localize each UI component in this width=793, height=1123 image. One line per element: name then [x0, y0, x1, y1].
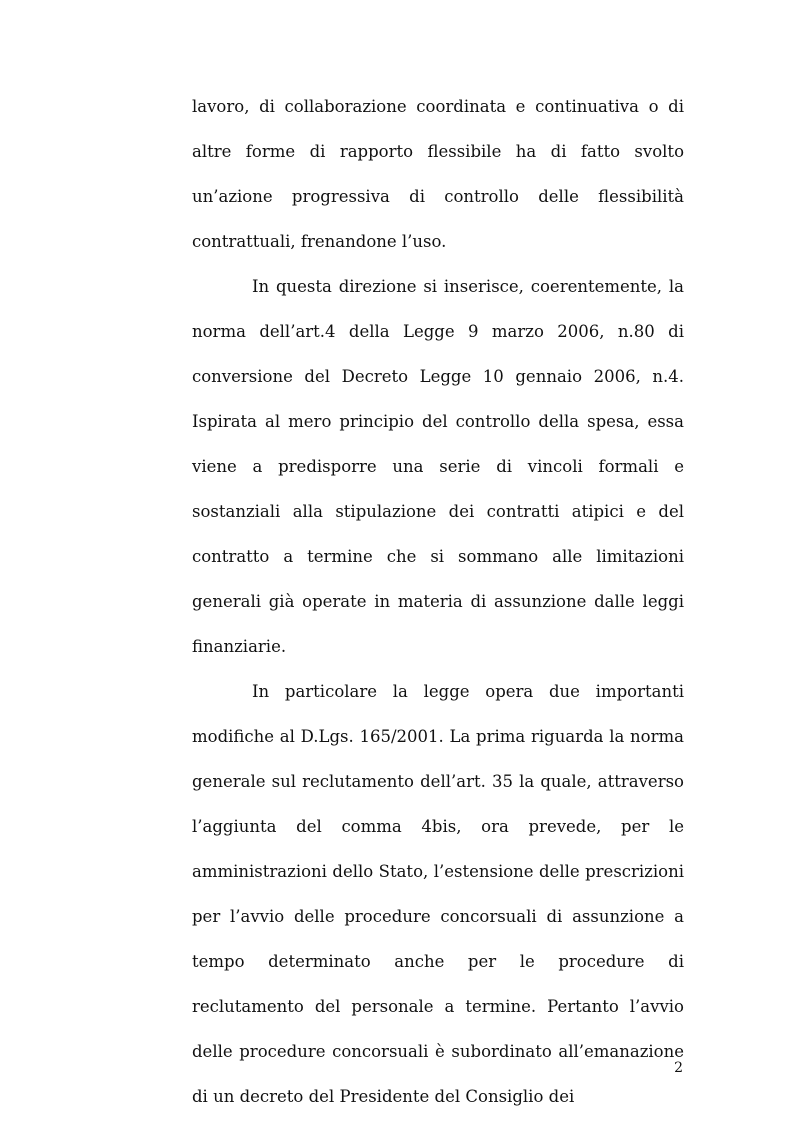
body-text: [192, 84, 684, 1119]
paragraph-continuation: lavoro, di collaborazione coordinata e continuativa o di altre forme di rapporto flessibile ha di fatto svolto un’azione progressiva di controllo delle flessibilità contrattuali, frenandone l’uso.: [192, 97, 684, 251]
paragraph-modifiche: In particolare la legge opera due importanti modifiche al D.Lgs. 165/2001. La prima riguarda la norma generale sul reclutamento dell’art. 35 la quale, attraverso l’aggiunta del comma 4bis, ora prevede, per le amministrazioni dello Stato, l’estensione delle prescrizioni per l’avvio delle procedure concorsuali di assunzione a tempo determinato anche per le procedure di reclutamento del personale a termine. Pertanto l’avvio delle procedure concorsuali è subordinato all’emanazione di un decreto del Presidente del Consiglio dei: [192, 682, 684, 1106]
page-number: 2: [674, 1060, 683, 1076]
paragraph-legge-2006: In questa direzione si inserisce, coerentemente, la norma dell’art.4 della Legge 9 marzo 2006, n.80 di conversione del Decreto Legge 10 gennaio 2006, n.4. Ispirata al mero principio del controllo della spesa, essa viene a predisporre una serie di vincoli formali e sostanziali alla stipulazione dei contratti atipici e del contratto a termine che si sommano alle limitazioni generali già operate in materia di assunzione dalle leggi finanziarie.: [192, 277, 684, 656]
